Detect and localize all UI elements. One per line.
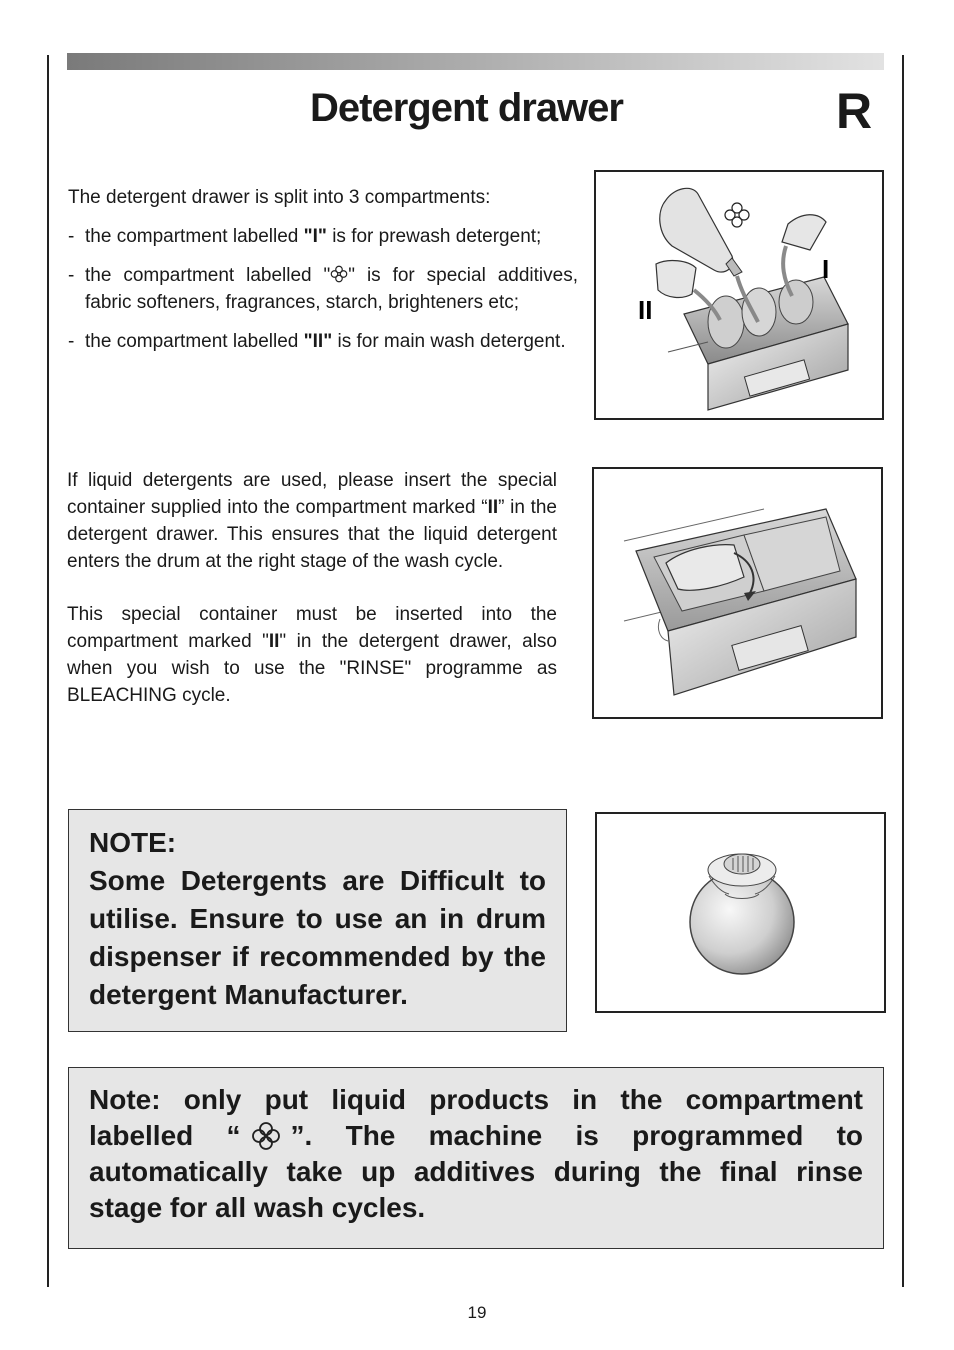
- note-box-drum-dispenser: [68, 809, 567, 1032]
- liquid-detergent-description: [67, 467, 557, 709]
- page-number: 19: [467, 1303, 487, 1322]
- header-gradient-bar: [67, 53, 884, 70]
- section-letter: R: [836, 83, 873, 139]
- compartments-description: [68, 184, 578, 367]
- note-heading: NOTE:: [89, 827, 177, 858]
- list-item: - the compartment labelled " " is for special additives, fabric softeners, fragrances, starch, brighteners etc;: [68, 265, 578, 313]
- page-title: Detergent drawer: [310, 86, 623, 130]
- compartment-label: II: [268, 631, 280, 652]
- liquid-container-illustration: [592, 467, 883, 719]
- special-container-paragraph: This special container must be inserted into the compartment marked "II" in the detergent drawer, also when you wish to use the "RINSE" programme as BLEACHING cycle.: [67, 604, 558, 706]
- compartment-one-label: I: [822, 254, 830, 284]
- drum-dispenser-illustration: [595, 812, 886, 1013]
- left-margin-line: [47, 55, 49, 1287]
- drawer-pouring-illustration: [594, 170, 884, 420]
- note-box-liquid-products: Note: only put liquid products in the compartment labelled “ ”. The machine is programmed to automatically take up additives during the final rinse stage for all wash cycles.: [68, 1067, 884, 1249]
- list-item: - the compartment labelled "I" is for prewash detergent;: [68, 226, 542, 247]
- right-margin-line: [902, 55, 904, 1287]
- compartment-label: "II": [303, 331, 333, 352]
- dispenser-ball-svg: [597, 814, 884, 1011]
- compartment-label: "I": [303, 226, 327, 247]
- compartments-intro: The detergent drawer is split into 3 compartments:: [68, 187, 491, 208]
- flower-icon: [725, 203, 749, 227]
- liquid-detergent-paragraph: If liquid detergents are used, please insert the special container supplied into the compartment marked “II” in the detergent drawer. This ensures that the liquid detergent enters the drum at the right stage of the wash cycle.: [67, 470, 557, 572]
- flower-icon: [249, 1121, 283, 1151]
- compartment-label: II: [487, 497, 499, 518]
- flower-icon: [330, 265, 348, 283]
- note-text: Some Detergents are Difficult to utilise. Ensure to use an in drum dispenser if recommended by the detergent Manufacturer.: [89, 865, 546, 1010]
- list-item: - the compartment labelled "II" is for main wash detergent.: [68, 331, 566, 352]
- compartment-two-label: II: [638, 295, 653, 325]
- drawer-pouring-svg: [596, 172, 882, 418]
- liquid-container-svg: [594, 469, 881, 717]
